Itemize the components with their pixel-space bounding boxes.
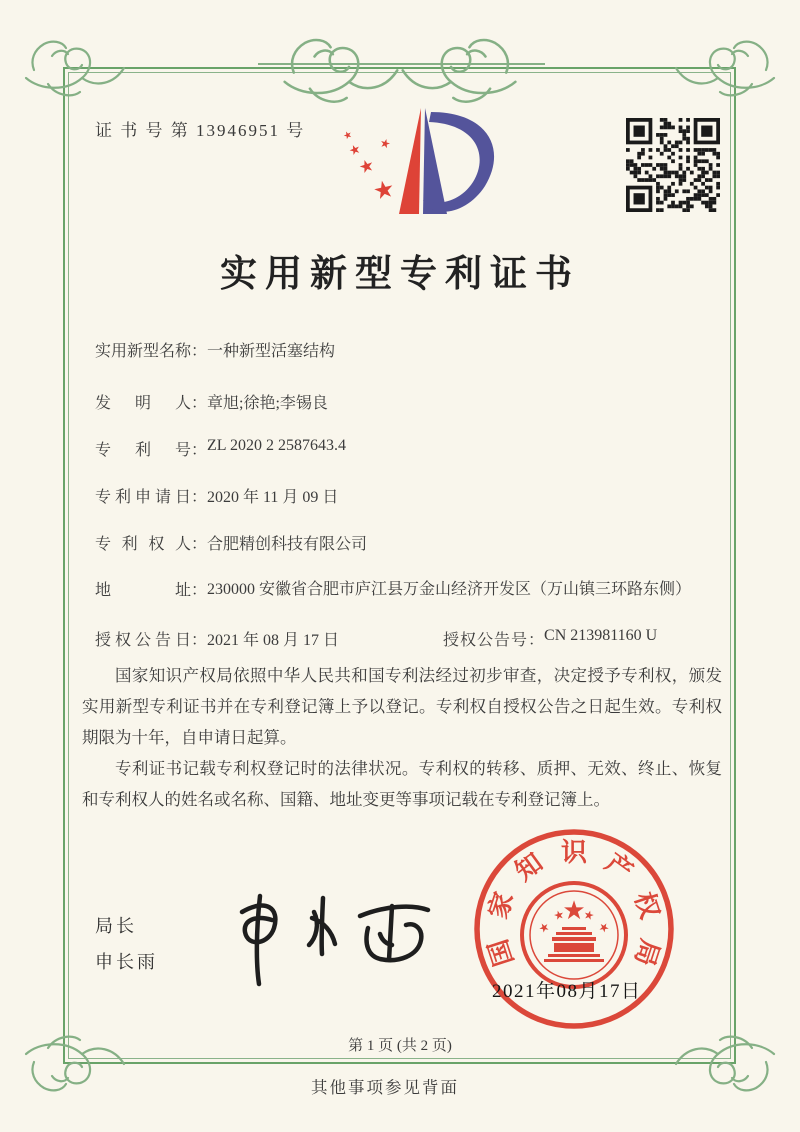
field-value: 230000 安徽省合肥市庐江县万金山经济开发区（万山镇三环路东侧） [207,581,692,598]
field-label: 发明人 [95,395,191,412]
svg-text:国: 国 [483,935,520,970]
svg-text:★: ★ [535,918,553,937]
field-value: ZL 2020 2 2587643.4 [207,437,346,454]
svg-text:★: ★ [551,906,566,924]
field-value: 章旭;徐艳;李锡良 [207,395,328,412]
svg-text:产: 产 [599,847,639,887]
svg-text:识: 识 [560,838,588,867]
field-colon: ： [191,632,208,649]
field-label: 专利申请日 [95,489,191,506]
legal-text [82,660,722,815]
svg-text:★: ★ [341,128,355,143]
field-value: 2021 年 08 月 17 日 [207,632,340,649]
field-label: 专利号 [95,442,191,459]
official-seal-icon [468,823,680,1035]
director-title: 局长 [95,916,137,936]
svg-text:局: 局 [628,935,665,970]
back-note: 其他事项参见背面 [311,1078,459,1097]
field-row-grant [95,627,720,650]
field-colon: ： [191,395,208,412]
field-row-patentee [95,531,720,554]
page-number: 第 1 页 (共 2 页) [348,1038,452,1054]
svg-text:★: ★ [562,896,586,926]
body-paragraph: 国家知识产权局依照中华人民共和国专利法经过初步审查，决定授予专利权，颁发实用新型专利证书并在专利登记簿上予以登记。专利权自授权公告之日起生效。专利权期限为十年，自申请日起算。 [82,666,722,747]
svg-text:★: ★ [356,155,378,179]
field-value: CN 213981160 U [544,627,658,644]
qr-code-icon [626,118,720,212]
field-colon: ： [191,489,208,506]
svg-text:权: 权 [628,888,665,923]
field-value: 合肥精创科技有限公司 [207,536,368,553]
field-label: 地址 [95,582,191,599]
field-colon: ： [191,442,208,459]
cnipa-logo-icon [337,96,505,224]
field-label: 实用新型名称 [95,343,192,360]
director-signature-icon [222,882,437,992]
field-colon: ： [191,343,208,360]
field-value: 一种新型活塞结构 [207,343,336,360]
field-label: 授权公告日 [95,632,191,649]
field-value: 2020 年 11 月 09 日 [207,489,339,506]
field-colon: ： [528,632,545,649]
field-colon: ： [191,582,208,599]
director-name: 申长雨 [95,952,158,972]
svg-text:★: ★ [370,174,398,206]
svg-text:★: ★ [582,906,597,924]
field-label: 专利权人 [95,536,191,553]
field-label: 授权公告号 [443,632,529,649]
svg-text:家: 家 [483,888,520,923]
certificate-title: 实用新型专利证书 [220,254,580,295]
field-row-filing-date [95,484,720,507]
field-row-address [95,577,720,603]
svg-text:★: ★ [378,135,393,152]
seal-date: 2021年08月17日 [492,981,642,1002]
field-row-inventors [95,390,720,413]
certificate-number: 证 书 号 第 13946951 号 [95,121,306,140]
svg-text:知: 知 [509,847,549,887]
svg-text:★: ★ [595,918,613,937]
field-row-patent-number [95,437,720,460]
body-paragraph: 专利证书记载专利权登记时的法律状况。专利权的转移、质押、无效、终止、恢复和专利权人的姓名或名称、国籍、地址变更等事项记载在专利登记簿上。 [82,759,722,809]
field-colon: ： [191,536,208,553]
field-row-name [95,338,720,361]
svg-text:★: ★ [346,141,364,160]
